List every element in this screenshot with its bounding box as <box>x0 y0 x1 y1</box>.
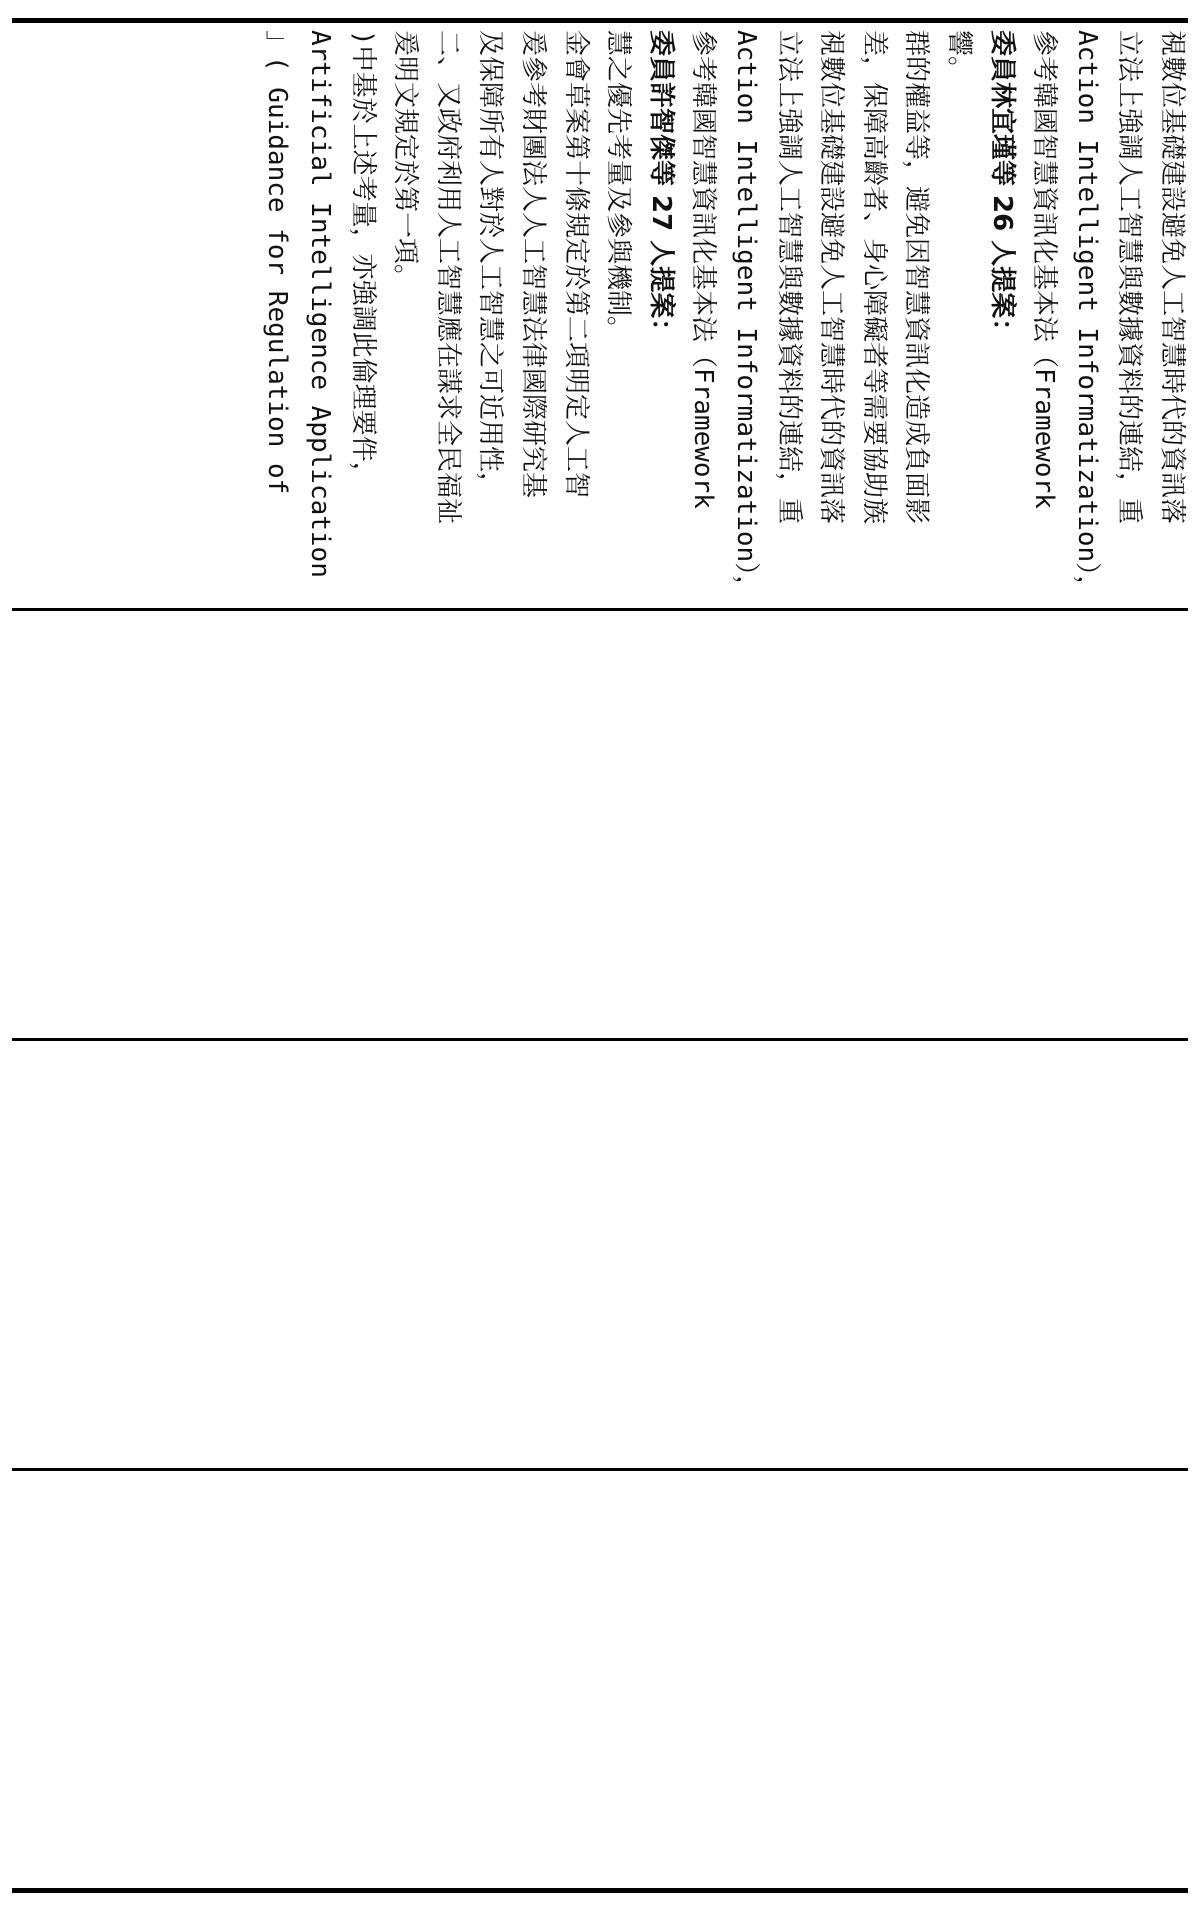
text-line: 立法上強調人工智慧與數據資料的連結，重 <box>1114 30 1145 525</box>
text-line: 及保障所有人對於人工智慧之可近用性， <box>475 30 506 499</box>
text-line: Artificial Intelligence Application <box>305 30 335 578</box>
text-line: Action Intelligent Informatization）， <box>731 30 761 602</box>
text-line: 群的權益等，避免因智慧資訊化造成負面影 <box>901 30 932 525</box>
proposal-heading: 委員許智傑等 27 人提案： <box>645 30 676 345</box>
text-line: 立法上強調人工智慧與數據資料的連結，重 <box>773 30 804 525</box>
text-line: Action Intelligent Informatization）， <box>1071 30 1102 602</box>
explanation-cell <box>22 30 1187 1195</box>
text-line: 二、又政府利用人工智慧應在謀求全民福祉 <box>432 30 463 525</box>
table-top-rule <box>12 18 1188 23</box>
text-line: 響。 <box>944 30 974 83</box>
text-line: )中基於上述考量，亦強調此倫理要件， <box>347 30 378 488</box>
table-rule <box>12 1468 1188 1471</box>
rotated-text-block <box>22 30 1187 610</box>
text-line: 爰參考財團法人人工智慧法律國際研究基 <box>518 30 548 499</box>
table-bottom-rule <box>12 1888 1188 1893</box>
text-line: 」( Guidance for Regulation of <box>262 30 293 495</box>
text-line: 視數位基礎建設避免人工智慧時代的資訊落 <box>1157 30 1187 525</box>
text-line: 參考韓國智慧資訊化基本法（Framework <box>688 30 719 509</box>
text-line: 差，保障高齡者、身心障礙者等需要協助族 <box>858 30 889 525</box>
proposal-heading: 委員林宜瑾等 26 人提案： <box>986 30 1017 345</box>
text-line: 金會草案第十條規定於第二項明定人工智 <box>560 30 591 499</box>
text-line: 參考韓國智慧資訊化基本法（Framework <box>1029 30 1060 509</box>
text-line: 爰明文規定於第一項。 <box>390 30 421 291</box>
text-line: 慧之優先考量及參與機制。 <box>603 30 634 343</box>
text-line: 視數位基礎建設避免人工智慧時代的資訊落 <box>816 30 847 525</box>
